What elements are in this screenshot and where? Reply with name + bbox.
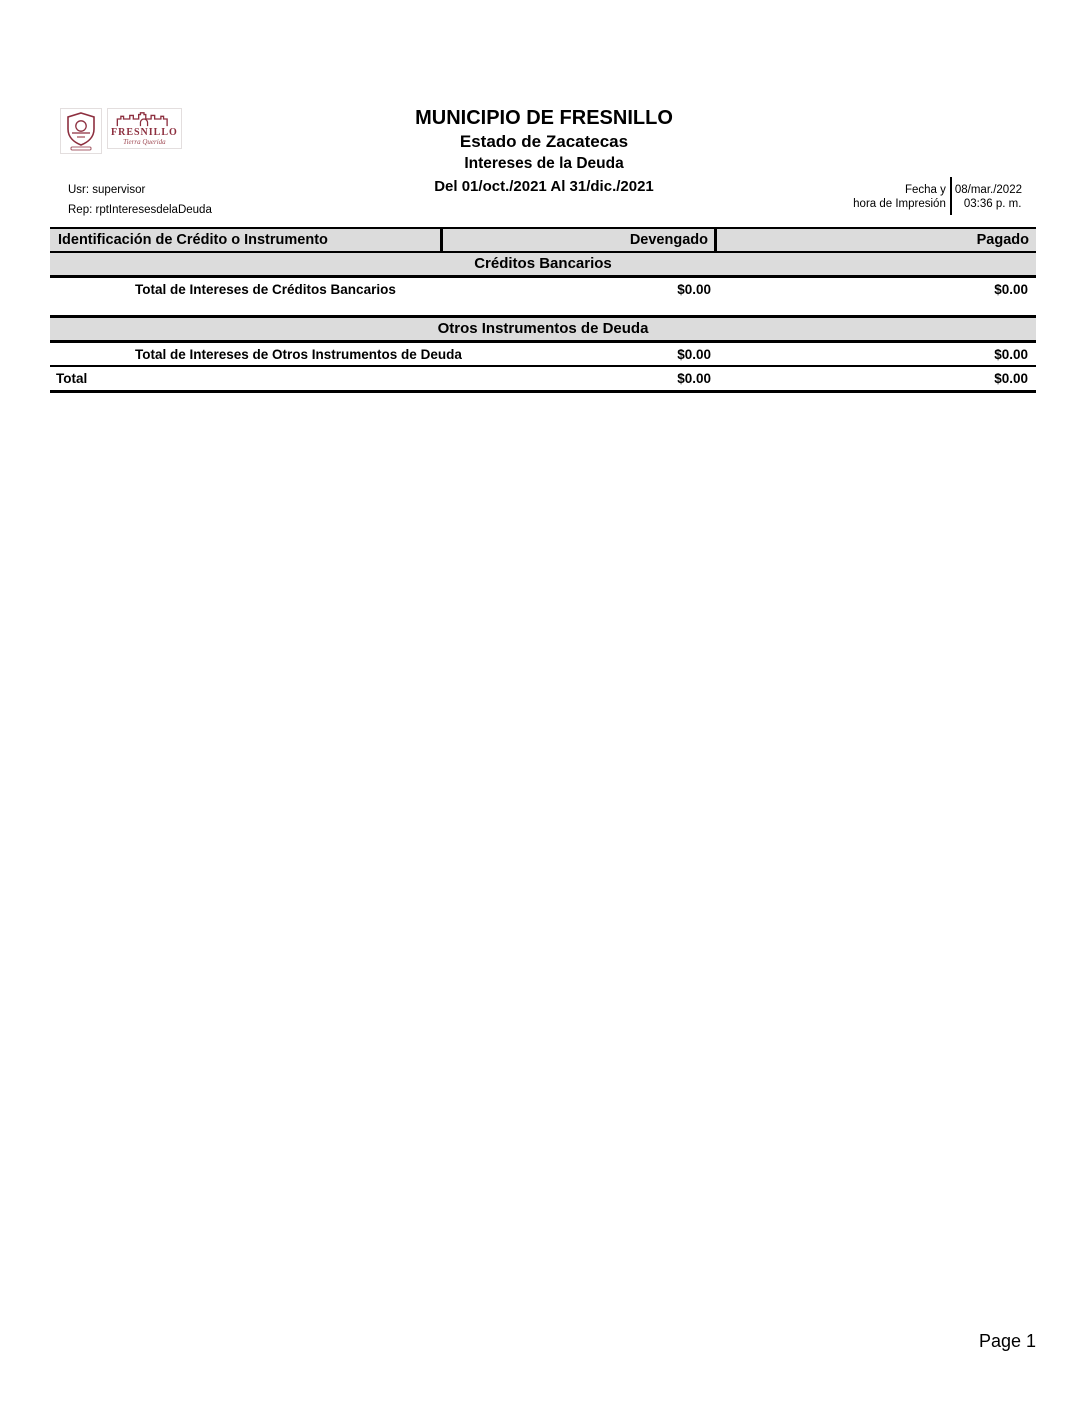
print-time: 03:36 p. m. [963, 198, 1022, 210]
row-devengado-value: $0.00 [677, 281, 711, 297]
report-line: Rep: rptInteresesdelaDeuda [68, 204, 212, 216]
column-header-devengado: Devengado [440, 229, 717, 251]
report-period: Del 01/oct./2021 Al 31/dic./2021 [434, 178, 654, 195]
table-total-row [50, 365, 1036, 393]
user-line: Usr: supervisor [68, 184, 146, 196]
total-label: Total [56, 371, 88, 386]
total-devengado-value: $0.00 [677, 371, 711, 386]
page-title: MUNICIPIO DE FRESNILLO [415, 107, 673, 129]
logo-tagline: Tierra Querida [123, 138, 166, 146]
column-header-identificacion: Identificación de Crédito o Instrumento [58, 232, 328, 248]
user-report-block [68, 180, 212, 220]
table-header-row [50, 227, 1036, 253]
row-label: Total de Intereses de Créditos Bancarios [135, 281, 396, 297]
table-row [50, 278, 1036, 300]
print-info-values [952, 183, 1022, 215]
row-pagado-value: $0.00 [994, 346, 1028, 362]
print-info-block [853, 183, 1022, 215]
print-label-line2: hora de Impresión [853, 198, 946, 210]
section-gap [50, 300, 1036, 315]
row-label: Total de Intereses de Otros Instrumentos de Deuda [135, 346, 462, 362]
table-row [50, 343, 1036, 365]
print-date: 08/mar./2022 [954, 184, 1022, 196]
section-header-otros-instrumentos: Otros Instrumentos de Deuda [50, 315, 1036, 343]
row-devengado-value: $0.00 [677, 346, 711, 362]
total-pagado-value: $0.00 [994, 371, 1028, 386]
subtitle-state: Estado de Zacatecas [459, 132, 629, 151]
logo-wordmark: FRESNILLO [111, 127, 178, 138]
section-header-creditos-bancarios: Créditos Bancarios [50, 253, 1036, 278]
debt-interest-table [50, 227, 1036, 393]
page-number: Page 1 [978, 1331, 1036, 1351]
print-label-line1: Fecha y [904, 184, 946, 196]
column-header-pagado: Pagado [976, 232, 1029, 248]
print-info-labels [853, 183, 950, 215]
row-pagado-value: $0.00 [994, 281, 1028, 297]
subtitle-report: Intereses de la Deuda [464, 155, 624, 172]
